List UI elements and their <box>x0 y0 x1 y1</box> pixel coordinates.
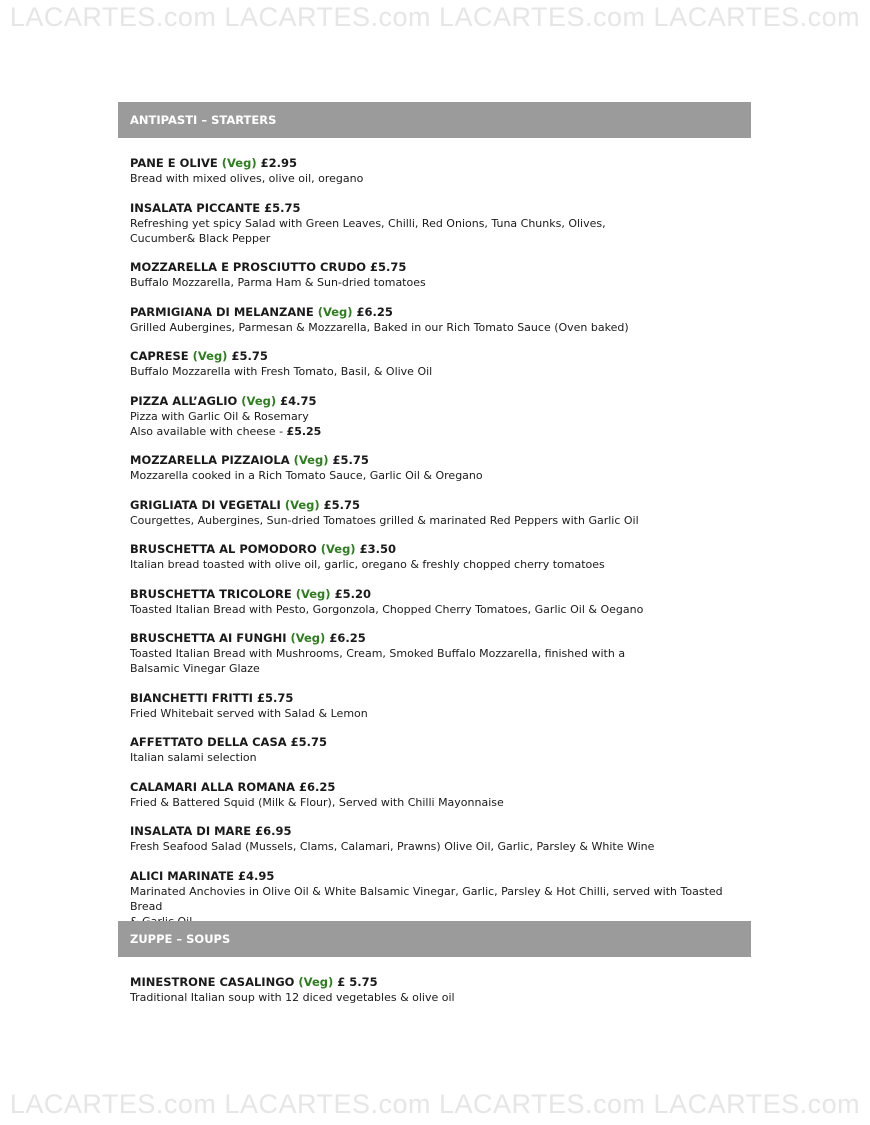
menu-item-title <box>130 691 750 706</box>
menu-item-price: £6.25 <box>299 779 336 794</box>
menu-item-price: £6.25 <box>352 304 393 319</box>
menu-item-name: PARMIGIANA DI MELANZANE <box>130 304 318 319</box>
menu-item <box>130 869 750 929</box>
menu-item <box>130 735 750 765</box>
menu-item-description: Mozzarella cooked in a Rich Tomato Sauce, Garlic Oil & Oregano <box>130 469 483 482</box>
veg-label: (Veg) <box>295 586 331 601</box>
menu-item <box>130 305 750 335</box>
menu-item-description: Fried & Battered Squid (Milk & Flour), Served with Chilli Mayonnaise <box>130 795 504 809</box>
menu-item-name: INSALATA DI MARE <box>130 824 256 838</box>
menu-item-name: CALAMARI ALLA ROMANA <box>130 779 300 794</box>
menu-item-title <box>130 824 750 839</box>
menu-item-price: £3.50 <box>355 542 396 556</box>
menu-item-name: MOZZARELLA E PROSCIUTTO CRUDO <box>130 260 371 274</box>
menu-item <box>130 349 750 379</box>
menu-item-name: CAPRESE <box>130 349 193 363</box>
watermark-top: LACARTES.com LACARTES.com LACARTES.com LACARTES.com <box>9 2 861 32</box>
menu-item-name: MOZZARELLA PIZZAIOLA <box>130 453 294 467</box>
menu-item-title <box>130 305 750 320</box>
menu-item-name: INSALATA PICCANTE <box>130 200 265 215</box>
menu-item <box>130 631 750 676</box>
menu-item-description: Fried Whitebait served with Salad & Lemon <box>130 706 368 720</box>
menu-item-description: Toasted Italian Bread with Mushrooms, Cream, Smoked Buffalo Mozzarella, finished with a <box>130 647 626 660</box>
menu-item-description: Buffalo Mozzarella with Fresh Tomato, Basil, & Olive Oil <box>130 365 433 378</box>
menu-item-description: Buffalo Mozzarella, Parma Ham & Sun-dried tomatoes <box>130 276 426 289</box>
veg-label: (Veg) <box>192 349 228 363</box>
menu-item <box>130 453 750 483</box>
menu-item <box>130 587 750 617</box>
menu-item-extra <box>130 424 750 439</box>
menu-item-name: BIANCHETTI FRITTI <box>130 690 257 705</box>
veg-label: (Veg) <box>290 631 326 645</box>
menu-item-name: AFFETTATO DELLA CASA <box>130 735 291 749</box>
menu-item-price: £2.95 <box>256 156 297 170</box>
menu-item-description: Grilled Aubergines, Parmesan & Mozzarella, Baked in our Rich Tomato Sauce (Oven baked) <box>130 320 629 334</box>
menu-item-description: Italian salami selection <box>130 751 257 764</box>
menu-item <box>130 780 750 810</box>
menu-item-title <box>130 869 750 884</box>
menu-item-price: £4.95 <box>238 868 275 883</box>
menu-item-price: £ 5.75 <box>333 975 378 989</box>
menu-item <box>130 824 750 854</box>
zuppe-item-list <box>130 975 750 1020</box>
antipasti-item-list <box>130 156 750 943</box>
menu-item-name: MINESTRONE CASALINGO <box>130 975 299 989</box>
menu-item-name: PANE E OLIVE <box>130 156 222 170</box>
menu-item-price: £4.75 <box>276 393 317 408</box>
menu-item-price: £5.75 <box>370 260 407 274</box>
section-heading-antipasti: ANTIPASTI – STARTERS <box>118 102 751 138</box>
menu-item-name: ALICI MARINATE <box>130 868 239 883</box>
menu-item-price: £5.75 <box>256 690 294 705</box>
menu-item-description: Italian bread toasted with olive oil, garlic, oregano & freshly chopped cherry tomatoes <box>130 558 605 571</box>
menu-item-title <box>130 498 750 513</box>
menu-item-title <box>130 201 750 216</box>
veg-label: (Veg) <box>320 542 356 556</box>
menu-item-price: £6.95 <box>255 824 292 838</box>
menu-item <box>130 498 750 528</box>
menu-item-title <box>130 453 750 468</box>
menu-item-description: Pizza with Garlic Oil & Rosemary <box>130 409 309 423</box>
veg-label: (Veg) <box>221 156 257 170</box>
watermark-bottom: LACARTES.com LACARTES.com LACARTES.com LACARTES.com <box>9 1089 861 1119</box>
menu-item-price: £6.25 <box>325 631 366 645</box>
menu-item-description: Toasted Italian Bread with Pesto, Gorgonzola, Chopped Cherry Tomatoes, Garlic Oil & Oegano <box>130 602 644 616</box>
menu-item-price: £5.75 <box>328 453 369 467</box>
menu-item <box>130 975 750 1005</box>
menu-item-description: Fresh Seafood Salad (Mussels, Clams, Calamari, Prawns) Olive Oil, Garlic, Parsley & White Wine <box>130 840 655 853</box>
menu-item-description: Refreshing yet spicy Salad with Green Leaves, Chilli, Red Onions, Tuna Chunks, Olives, <box>130 216 606 230</box>
menu-item-price: £5.75 <box>290 735 328 749</box>
menu-item <box>130 201 750 246</box>
menu-item-name: PIZZA ALL’AGLIO <box>130 393 242 408</box>
extra-price: £5.25 <box>286 424 322 438</box>
menu-item <box>130 260 750 290</box>
menu-item-price: £5.75 <box>264 200 301 215</box>
menu-item-description: Courgettes, Aubergines, Sun-dried Tomatoes grilled & marinated Red Peppers with Garlic Oil <box>130 513 639 527</box>
veg-label: (Veg) <box>317 304 353 319</box>
menu-item-name: GRIGLIATA DI VEGETALI <box>130 497 285 512</box>
menu-item-description: Marinated Anchovies in Olive Oil & White Balsamic Vinegar, Garlic, Parsley & Hot Chilli, served with Toasted Bread <box>130 884 723 913</box>
menu-item-price: £5.75 <box>227 349 268 363</box>
menu-item-title <box>130 156 750 171</box>
menu-item-price: £5.75 <box>319 497 361 512</box>
veg-label: (Veg) <box>241 393 277 408</box>
menu-item-title <box>130 542 750 557</box>
menu-item <box>130 542 750 572</box>
menu-item-title <box>130 349 750 364</box>
menu-item <box>130 156 750 186</box>
section-heading-zuppe: ZUPPE – SOUPS <box>118 921 751 957</box>
veg-label: (Veg) <box>284 497 320 512</box>
menu-item-description: Bread with mixed olives, olive oil, oregano <box>130 172 364 185</box>
menu-item-title <box>130 735 750 750</box>
menu-item-description: Cucumber& Black Pepper <box>130 231 271 245</box>
menu-item-title <box>130 394 750 409</box>
menu-item-title <box>130 780 750 795</box>
veg-label: (Veg) <box>293 453 329 467</box>
menu-item-name: BRUSCHETTA TRICOLORE <box>130 586 296 601</box>
menu-item-name: BRUSCHETTA AL POMODORO <box>130 542 321 556</box>
menu-item-price: £5.20 <box>330 586 371 601</box>
extra-note: Also available with cheese - <box>130 424 287 438</box>
menu-item <box>130 691 750 721</box>
veg-label: (Veg) <box>298 975 334 989</box>
menu-item-title <box>130 975 750 990</box>
menu-item-title <box>130 587 750 602</box>
menu-item-title <box>130 631 750 646</box>
menu-item-title <box>130 260 750 275</box>
menu-item-name: BRUSCHETTA AI FUNGHI <box>130 631 291 645</box>
menu-item-description: Balsamic Vinegar Glaze <box>130 662 260 675</box>
menu-item <box>130 394 750 439</box>
menu-item-description: Traditional Italian soup with 12 diced vegetables & olive oil <box>130 991 455 1004</box>
